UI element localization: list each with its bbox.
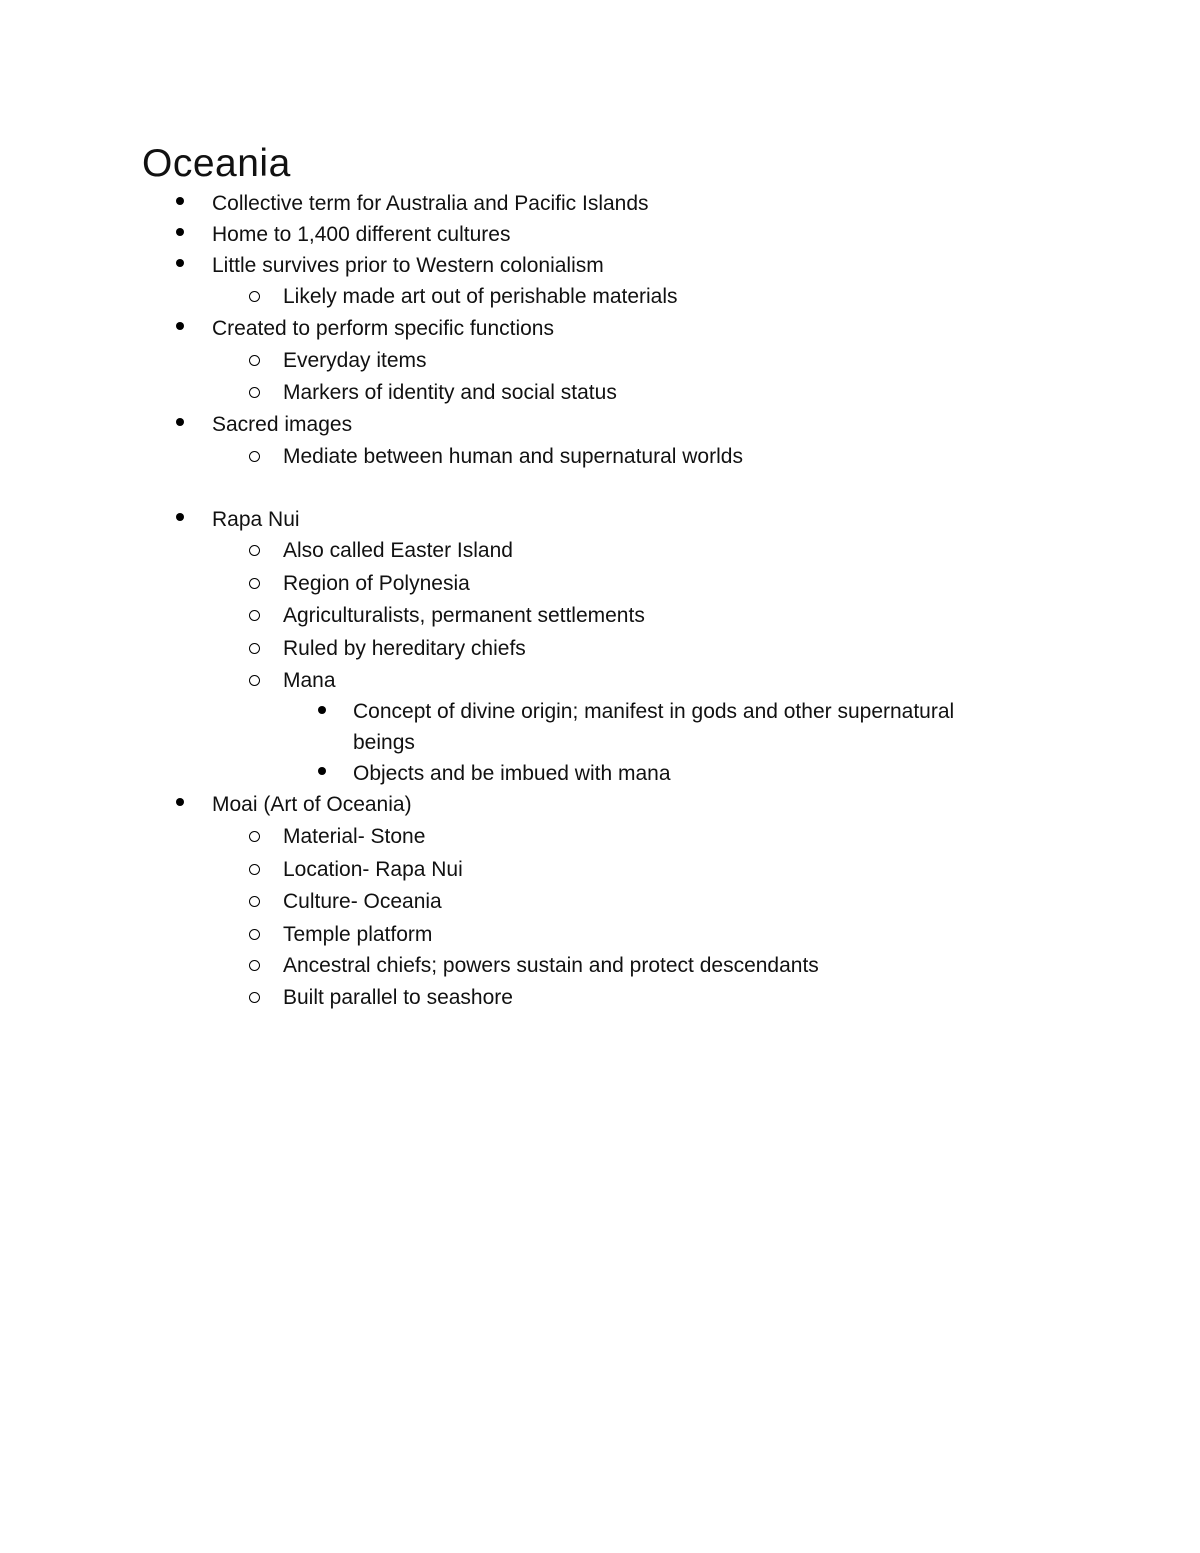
bullet-dot-icon [176, 228, 184, 236]
bullet-dot-icon [176, 418, 184, 426]
list-item-continuation: beings [353, 731, 415, 754]
list-item: Ruled by hereditary chiefs [283, 637, 526, 660]
list-item: Temple platform [283, 923, 433, 946]
bullet-dot-icon [318, 706, 326, 714]
list-item: Built parallel to seashore [283, 986, 513, 1009]
page-title: Oceania [142, 142, 291, 185]
bullet-circle-icon [249, 960, 260, 971]
bullet-circle-icon [249, 675, 260, 686]
list-item: Also called Easter Island [283, 539, 513, 562]
bullet-circle-icon [249, 355, 260, 366]
bullet-circle-icon [249, 831, 260, 842]
bullet-dot-icon [176, 197, 184, 205]
bullet-dot-icon [176, 798, 184, 806]
list-item: Culture- Oceania [283, 890, 442, 913]
list-item: Mediate between human and supernatural worlds [283, 445, 743, 468]
bullet-circle-icon [249, 864, 260, 875]
bullet-circle-icon [249, 992, 260, 1003]
list-item: Location- Rapa Nui [283, 858, 463, 881]
list-item: Concept of divine origin; manifest in gods and other supernatural [353, 700, 955, 723]
list-item: Created to perform specific functions [212, 317, 554, 340]
bullet-dot-icon [176, 259, 184, 267]
bullet-dot-icon [176, 322, 184, 330]
bullet-circle-icon [249, 387, 260, 398]
list-item: Moai (Art of Oceania) [212, 793, 412, 816]
list-item: Everyday items [283, 349, 427, 372]
bullet-circle-icon [249, 451, 260, 462]
list-item: Collective term for Australia and Pacific Islands [212, 192, 649, 215]
list-item: Agriculturalists, permanent settlements [283, 604, 645, 627]
bullet-circle-icon [249, 291, 260, 302]
bullet-dot-icon [176, 513, 184, 521]
list-item: Home to 1,400 different cultures [212, 223, 511, 246]
list-item: Material- Stone [283, 825, 426, 848]
bullet-circle-icon [249, 578, 260, 589]
list-item: Likely made art out of perishable materials [283, 285, 678, 308]
list-item: Markers of identity and social status [283, 381, 617, 404]
list-item: Little survives prior to Western colonialism [212, 254, 604, 277]
bullet-circle-icon [249, 610, 260, 621]
bullet-circle-icon [249, 643, 260, 654]
bullet-circle-icon [249, 896, 260, 907]
bullet-circle-icon [249, 929, 260, 940]
list-item: Objects and be imbued with mana [353, 762, 671, 785]
list-item: Rapa Nui [212, 508, 300, 531]
list-item: Ancestral chiefs; powers sustain and protect descendants [283, 954, 819, 977]
list-item: Region of Polynesia [283, 572, 470, 595]
bullet-circle-icon [249, 545, 260, 556]
list-item: Sacred images [212, 413, 353, 436]
bullet-dot-icon [318, 767, 326, 775]
list-item: Mana [283, 669, 336, 692]
